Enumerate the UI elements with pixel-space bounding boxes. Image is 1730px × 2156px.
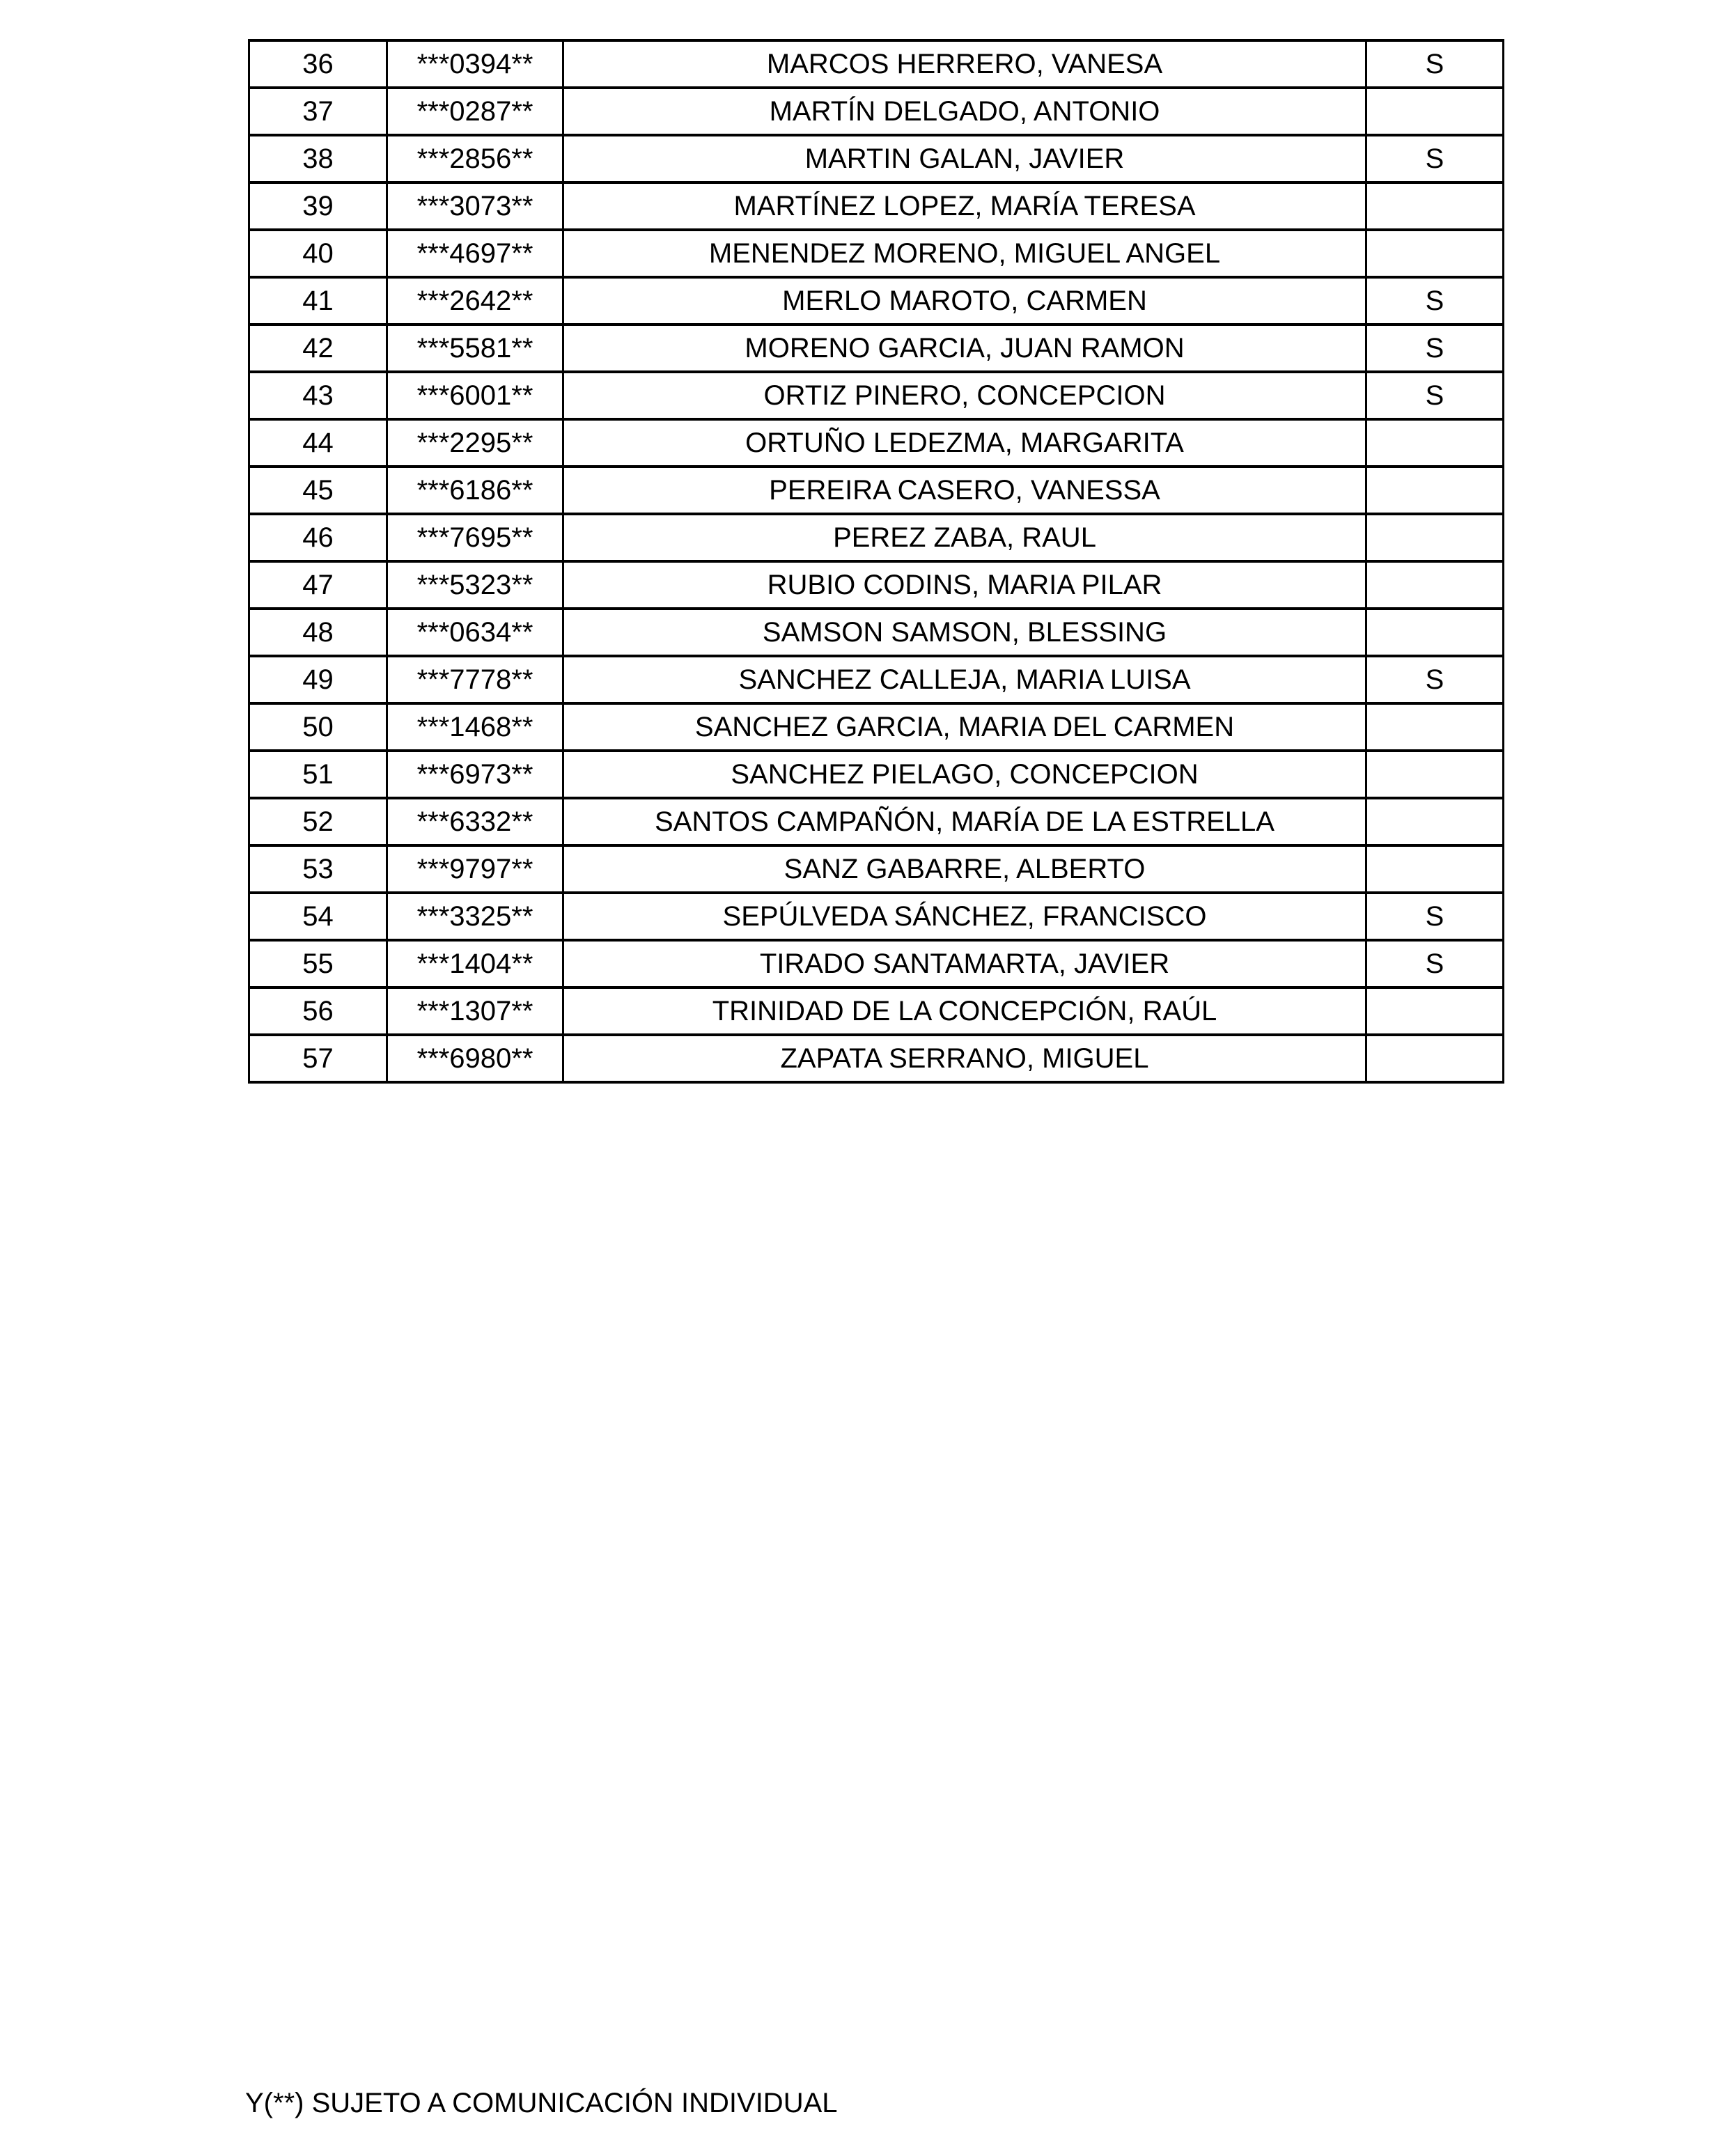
- row-number-cell: 39: [249, 182, 387, 230]
- name-cell: MORENO GARCIA, JUAN RAMON: [563, 325, 1366, 372]
- name-cell: SAMSON SAMSON, BLESSING: [563, 609, 1366, 656]
- flag-cell: [1366, 751, 1504, 798]
- masked-id-cell: ***6186**: [387, 467, 563, 514]
- table-row: [249, 940, 1504, 987]
- table-row: [249, 703, 1504, 751]
- row-number-cell: 52: [249, 798, 387, 845]
- name-cell: SANCHEZ PIELAGO, CONCEPCION: [563, 751, 1366, 798]
- row-number-cell: 40: [249, 230, 387, 277]
- masked-id-cell: ***7778**: [387, 656, 563, 703]
- masked-id-cell: ***3073**: [387, 182, 563, 230]
- row-number-cell: 50: [249, 703, 387, 751]
- row-number-cell: 44: [249, 419, 387, 467]
- table-row: [249, 893, 1504, 940]
- flag-cell: [1366, 88, 1504, 135]
- masked-id-cell: ***5581**: [387, 325, 563, 372]
- name-cell: MERLO MAROTO, CARMEN: [563, 277, 1366, 325]
- table-row: [249, 182, 1504, 230]
- table-row: [249, 419, 1504, 467]
- row-number-cell: 41: [249, 277, 387, 325]
- flag-cell: [1366, 798, 1504, 845]
- name-cell: PEREIRA CASERO, VANESSA: [563, 467, 1366, 514]
- table-row: [249, 230, 1504, 277]
- masked-id-cell: ***0287**: [387, 88, 563, 135]
- name-cell: SANCHEZ GARCIA, MARIA DEL CARMEN: [563, 703, 1366, 751]
- masked-id-cell: ***7695**: [387, 514, 563, 561]
- row-number-cell: 36: [249, 40, 387, 88]
- masked-id-cell: ***6980**: [387, 1035, 563, 1082]
- masked-id-cell: ***1468**: [387, 703, 563, 751]
- name-cell: PEREZ ZABA, RAUL: [563, 514, 1366, 561]
- name-cell: SANCHEZ CALLEJA, MARIA LUISA: [563, 656, 1366, 703]
- row-number-cell: 53: [249, 845, 387, 893]
- row-number-cell: 47: [249, 561, 387, 609]
- flag-cell: S: [1366, 940, 1504, 987]
- table-row: [249, 325, 1504, 372]
- name-cell: TIRADO SANTAMARTA, JAVIER: [563, 940, 1366, 987]
- name-cell: SEPÚLVEDA SÁNCHEZ, FRANCISCO: [563, 893, 1366, 940]
- flag-cell: [1366, 467, 1504, 514]
- masked-id-cell: ***2642**: [387, 277, 563, 325]
- masked-id-cell: ***6332**: [387, 798, 563, 845]
- flag-cell: [1366, 419, 1504, 467]
- name-cell: MARCOS HERRERO, VANESA: [563, 40, 1366, 88]
- masked-id-cell: ***2295**: [387, 419, 563, 467]
- name-cell: ZAPATA SERRANO, MIGUEL: [563, 1035, 1366, 1082]
- candidates-table: [248, 39, 1504, 1084]
- flag-cell: [1366, 230, 1504, 277]
- row-number-cell: 54: [249, 893, 387, 940]
- flag-cell: [1366, 703, 1504, 751]
- masked-id-cell: ***1404**: [387, 940, 563, 987]
- masked-id-cell: ***3325**: [387, 893, 563, 940]
- table-row: [249, 656, 1504, 703]
- flag-cell: S: [1366, 656, 1504, 703]
- row-number-cell: 56: [249, 987, 387, 1035]
- table-row: [249, 40, 1504, 88]
- name-cell: MARTÍN DELGADO, ANTONIO: [563, 88, 1366, 135]
- row-number-cell: 49: [249, 656, 387, 703]
- masked-id-cell: ***9797**: [387, 845, 563, 893]
- row-number-cell: 37: [249, 88, 387, 135]
- row-number-cell: 45: [249, 467, 387, 514]
- flag-cell: [1366, 182, 1504, 230]
- table-row: [249, 514, 1504, 561]
- row-number-cell: 43: [249, 372, 387, 419]
- masked-id-cell: ***0634**: [387, 609, 563, 656]
- row-number-cell: 42: [249, 325, 387, 372]
- name-cell: MENENDEZ MORENO, MIGUEL ANGEL: [563, 230, 1366, 277]
- flag-cell: S: [1366, 325, 1504, 372]
- name-cell: MARTÍNEZ LOPEZ, MARÍA TERESA: [563, 182, 1366, 230]
- flag-cell: [1366, 845, 1504, 893]
- flag-cell: [1366, 561, 1504, 609]
- table-row: [249, 467, 1504, 514]
- name-cell: SANTOS CAMPAÑÓN, MARÍA DE LA ESTRELLA: [563, 798, 1366, 845]
- table-row: [249, 135, 1504, 182]
- row-number-cell: 48: [249, 609, 387, 656]
- name-cell: SANZ GABARRE, ALBERTO: [563, 845, 1366, 893]
- row-number-cell: 57: [249, 1035, 387, 1082]
- table-row: [249, 987, 1504, 1035]
- masked-id-cell: ***4697**: [387, 230, 563, 277]
- flag-cell: S: [1366, 372, 1504, 419]
- table-row: [249, 845, 1504, 893]
- row-number-cell: 51: [249, 751, 387, 798]
- row-number-cell: 55: [249, 940, 387, 987]
- masked-id-cell: ***1307**: [387, 987, 563, 1035]
- table-row: [249, 277, 1504, 325]
- flag-cell: [1366, 1035, 1504, 1082]
- masked-id-cell: ***0394**: [387, 40, 563, 88]
- table-row: [249, 88, 1504, 135]
- table-row: [249, 798, 1504, 845]
- name-cell: MARTIN GALAN, JAVIER: [563, 135, 1366, 182]
- masked-id-cell: ***2856**: [387, 135, 563, 182]
- flag-cell: [1366, 609, 1504, 656]
- table-row: [249, 609, 1504, 656]
- name-cell: TRINIDAD DE LA CONCEPCIÓN, RAÚL: [563, 987, 1366, 1035]
- table-row: [249, 1035, 1504, 1082]
- flag-cell: S: [1366, 40, 1504, 88]
- table-row: [249, 372, 1504, 419]
- name-cell: ORTIZ PINERO, CONCEPCION: [563, 372, 1366, 419]
- flag-cell: S: [1366, 135, 1504, 182]
- candidates-table-body: [249, 40, 1504, 1082]
- table-row: [249, 561, 1504, 609]
- table-row: [249, 751, 1504, 798]
- name-cell: RUBIO CODINS, MARIA PILAR: [563, 561, 1366, 609]
- footer-note: Y(**) SUJETO A COMUNICACIÓN INDIVIDUAL: [245, 2088, 838, 2118]
- name-cell: ORTUÑO LEDEZMA, MARGARITA: [563, 419, 1366, 467]
- masked-id-cell: ***5323**: [387, 561, 563, 609]
- flag-cell: [1366, 987, 1504, 1035]
- row-number-cell: 46: [249, 514, 387, 561]
- flag-cell: S: [1366, 277, 1504, 325]
- flag-cell: [1366, 514, 1504, 561]
- row-number-cell: 38: [249, 135, 387, 182]
- masked-id-cell: ***6973**: [387, 751, 563, 798]
- masked-id-cell: ***6001**: [387, 372, 563, 419]
- flag-cell: S: [1366, 893, 1504, 940]
